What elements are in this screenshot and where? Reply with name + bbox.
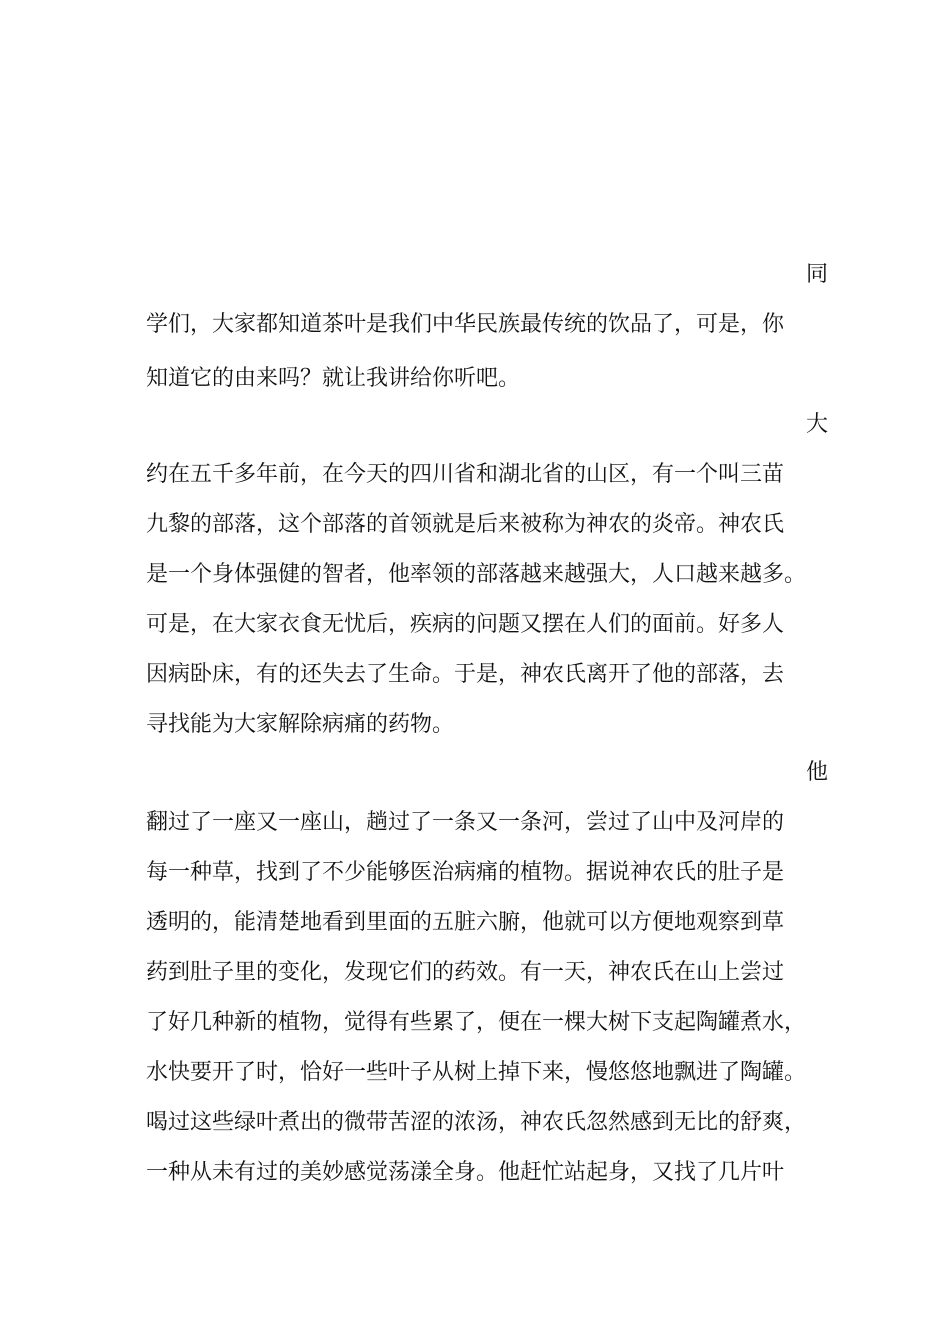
paragraph-1-line-2: 知道它的由来吗？就让我讲给你听吧。 — [146, 366, 521, 391]
paragraph-1-line-1: 学们，大家都知道茶叶是我们中华民族最传统的饮品了，可是，你 — [146, 312, 785, 337]
paragraph-2-line-1: 约在五千多年前，在今天的四川省和湖北省的山区，有一个叫三苗 — [146, 462, 785, 487]
paragraph-2-line-2: 九黎的部落，这个部落的首领就是后来被称为神农的炎帝。神农氏 — [146, 512, 785, 537]
paragraph-2-line-5: 因病卧床，有的还失去了生命。于是，神农氏离开了他的部落，去 — [146, 662, 785, 687]
paragraph-2-lead-char: 大 — [806, 412, 829, 437]
paragraph-3-line-4: 药到肚子里的变化，发现它们的药效。有一天，神农氏在山上尝过 — [146, 960, 785, 985]
paragraph-3-line-7: 喝过这些绿叶煮出的微带苦涩的浓汤，神农氏忽然感到无比的舒爽， — [146, 1110, 807, 1135]
paragraph-3-lead-char: 他 — [806, 760, 829, 785]
paragraph-2-line-4: 可是，在大家衣食无忧后，疾病的问题又摆在人们的面前。好多人 — [146, 612, 785, 637]
paragraph-3-line-6: 水快要开了时，恰好一些叶子从树上掉下来，慢悠悠地飘进了陶罐。 — [146, 1060, 807, 1085]
paragraph-3-line-5: 了好几种新的植物，觉得有些累了，便在一棵大树下支起陶罐煮水， — [146, 1010, 807, 1035]
paragraph-3-line-8: 一种从未有过的美妙感觉荡漾全身。他赶忙站起身，又找了几片叶 — [146, 1160, 785, 1185]
paragraph-3-line-1: 翻过了一座又一座山，趟过了一条又一条河，尝过了山中及河岸的 — [146, 810, 785, 835]
paragraph-2-line-6: 寻找能为大家解除病痛的药物。 — [146, 712, 455, 737]
paragraph-2-line-3: 是一个身体强健的智者，他率领的部落越来越强大，人口越来越多。 — [146, 562, 807, 587]
paragraph-3-line-3: 透明的，能清楚地看到里面的五脏六腑，他就可以方便地观察到草 — [146, 910, 785, 935]
paragraph-3-line-2: 每一种草，找到了不少能够医治病痛的植物。据说神农氏的肚子是 — [146, 860, 785, 885]
paragraph-1-lead-char: 同 — [806, 262, 829, 287]
